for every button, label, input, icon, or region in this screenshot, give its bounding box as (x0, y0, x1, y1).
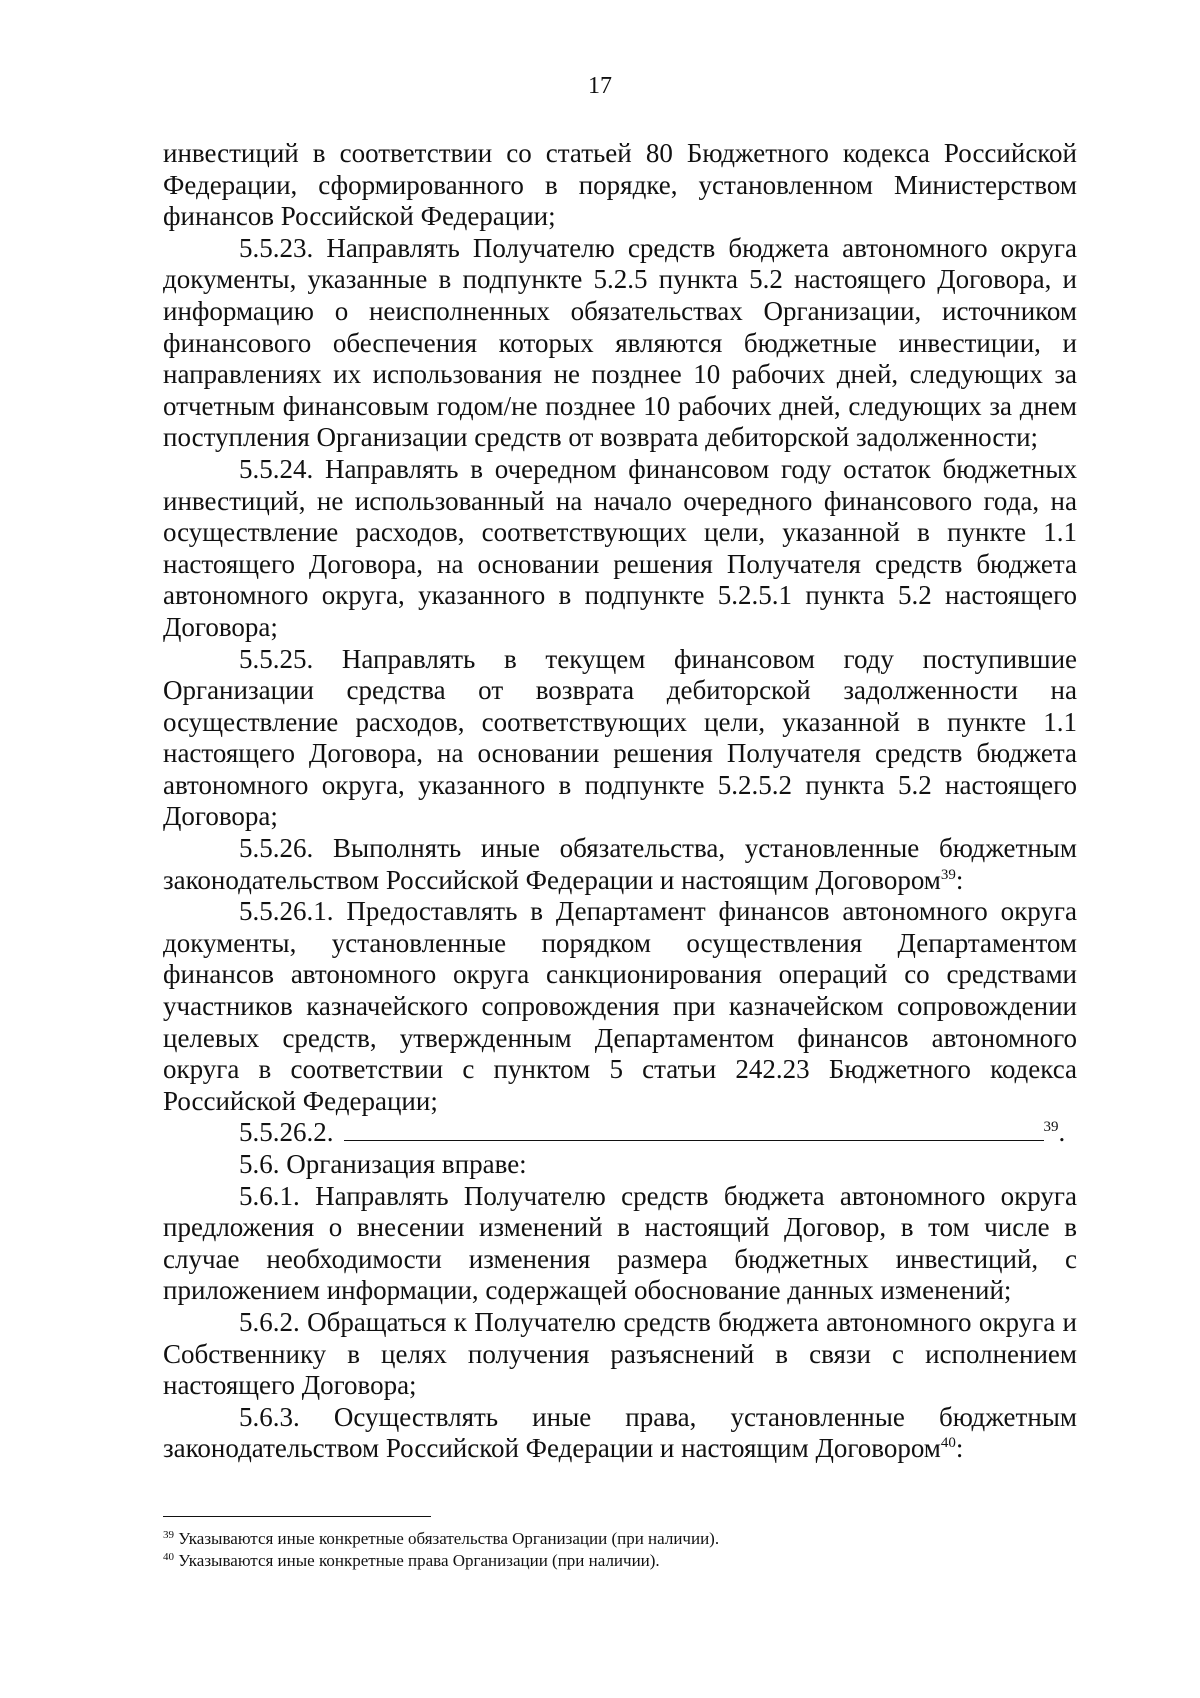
footnote-40-mark: 40 (163, 1551, 174, 1563)
clause-5-5-26-1: 5.5.26.1. Предоставлять в Департамент финансов автономного округа документы, установленные порядком осуществления Департаментом финансов автономного округа санкционирования операций со средствами участников казначейского сопровождения при казначейском сопровождении целевых средств, утвержденным Департаментом финансов автономного округа в соответствии с пунктом 5 статьи 242.23 Бюджетного кодекса Российской Федерации; (163, 896, 1077, 1116)
clause-5-6-3-text: 5.6.3. Осуществлять иные права, установленные бюджетным законодательством Российской Федерации и настоящим Договором (163, 1401, 1077, 1464)
clause-5-6-2: 5.6.2. Обращаться к Получателю средств бюджета автономного округа и Собственнику в целях получения разъяснений в связи с исполнением настоящего Договора; (163, 1306, 1077, 1401)
footnote-39-mark: 39 (163, 1529, 174, 1541)
footnote-ref-40: 40 (940, 1435, 956, 1452)
fill-in-blank-line (344, 1118, 1044, 1141)
clause-5-5-26-2 (163, 1117, 1077, 1149)
clause-5-6-3-punct: : (955, 1433, 964, 1464)
clause-5-5-25: 5.5.25. Направлять в текущем финансовом году поступившие Организации средства от возврата дебиторской задолженности на осуществление расходов, соответствующих цели, указанной в пункте 1.1 настоящего Договора, на основании решения Получателя средств бюджета автономного округа, указанного в подпункте 5.2.5.2 пункта 5.2 настоящего Договора; (163, 643, 1077, 832)
clause-5-6: 5.6. Организация вправе: (239, 1149, 527, 1179)
paragraph-continuation: инвестиций в соответствии со статьей 80 Бюджетного кодекса Российской Федерации, сформированного в порядке, установленном Министерством финансов Российской Федерации; (163, 138, 1077, 232)
footnote-separator (163, 1516, 431, 1517)
clause-5-5-26-text: 5.5.26. Выполнять иные обязательства, установленные бюджетным законодательством Российской Федерации и настоящим Договором (163, 833, 1077, 895)
footnote-ref-39: 39 (940, 866, 956, 883)
clause-5-5-23: 5.5.23. Направлять Получателю средств бюджета автономного округа документы, указанные в подпункте 5.2.5 пункта 5.2 настоящего Договора, и информацию о неисполненных обязательствах Организации, источником финансового обеспечения которых являются бюджетные инвестиции, и направлениях их использования не позднее 10 рабочих дней, следующих за отчетным финансовым годом/не позднее 10 рабочих дней, следующих за днем поступления Организации средств от возврата дебиторской задолженности; (163, 232, 1077, 453)
clause-5-5-24: 5.5.24. Направлять в очередном финансовом году остаток бюджетных инвестиций, не использованный на начало очередного финансового года, на осуществление расходов, соответствующих цели, указанной в пункте 1.1 настоящего Договора, на основании решения Получателя средств бюджета автономного округа, указанного в подпункте 5.2.5.1 пункта 5.2 настоящего Договора; (163, 453, 1077, 642)
footnote-40-text: Указываются иные конкретные права Организации (при наличии). (174, 1551, 660, 1570)
document-body (163, 138, 1077, 1465)
clause-5-5-26 (163, 833, 1077, 896)
page-number: 17 (588, 73, 612, 99)
footnote-40 (163, 1550, 1077, 1572)
footnote-39 (163, 1528, 1077, 1550)
footnote-39-text: Указываются иные конкретные обязательства Организации (при наличии). (174, 1529, 720, 1548)
clause-5-5-26-2-number: 5.5.26.2. (239, 1117, 334, 1148)
clause-5-5-26-2-punct: . (1058, 1117, 1066, 1148)
clause-5-6-3 (163, 1402, 1077, 1465)
footnotes (163, 1528, 1077, 1572)
footnote-ref-39-second: 39 (1043, 1119, 1059, 1136)
clause-5-6-1: 5.6.1. Направлять Получателю средств бюджета автономного округа предложения о внесении изменений в настоящий Договор, в том числе в случае необходимости изменения размера бюджетных инвестиций, с приложением информации, содержащей обоснование данных изменений; (163, 1180, 1077, 1306)
clause-5-5-26-punct: : (955, 864, 964, 895)
